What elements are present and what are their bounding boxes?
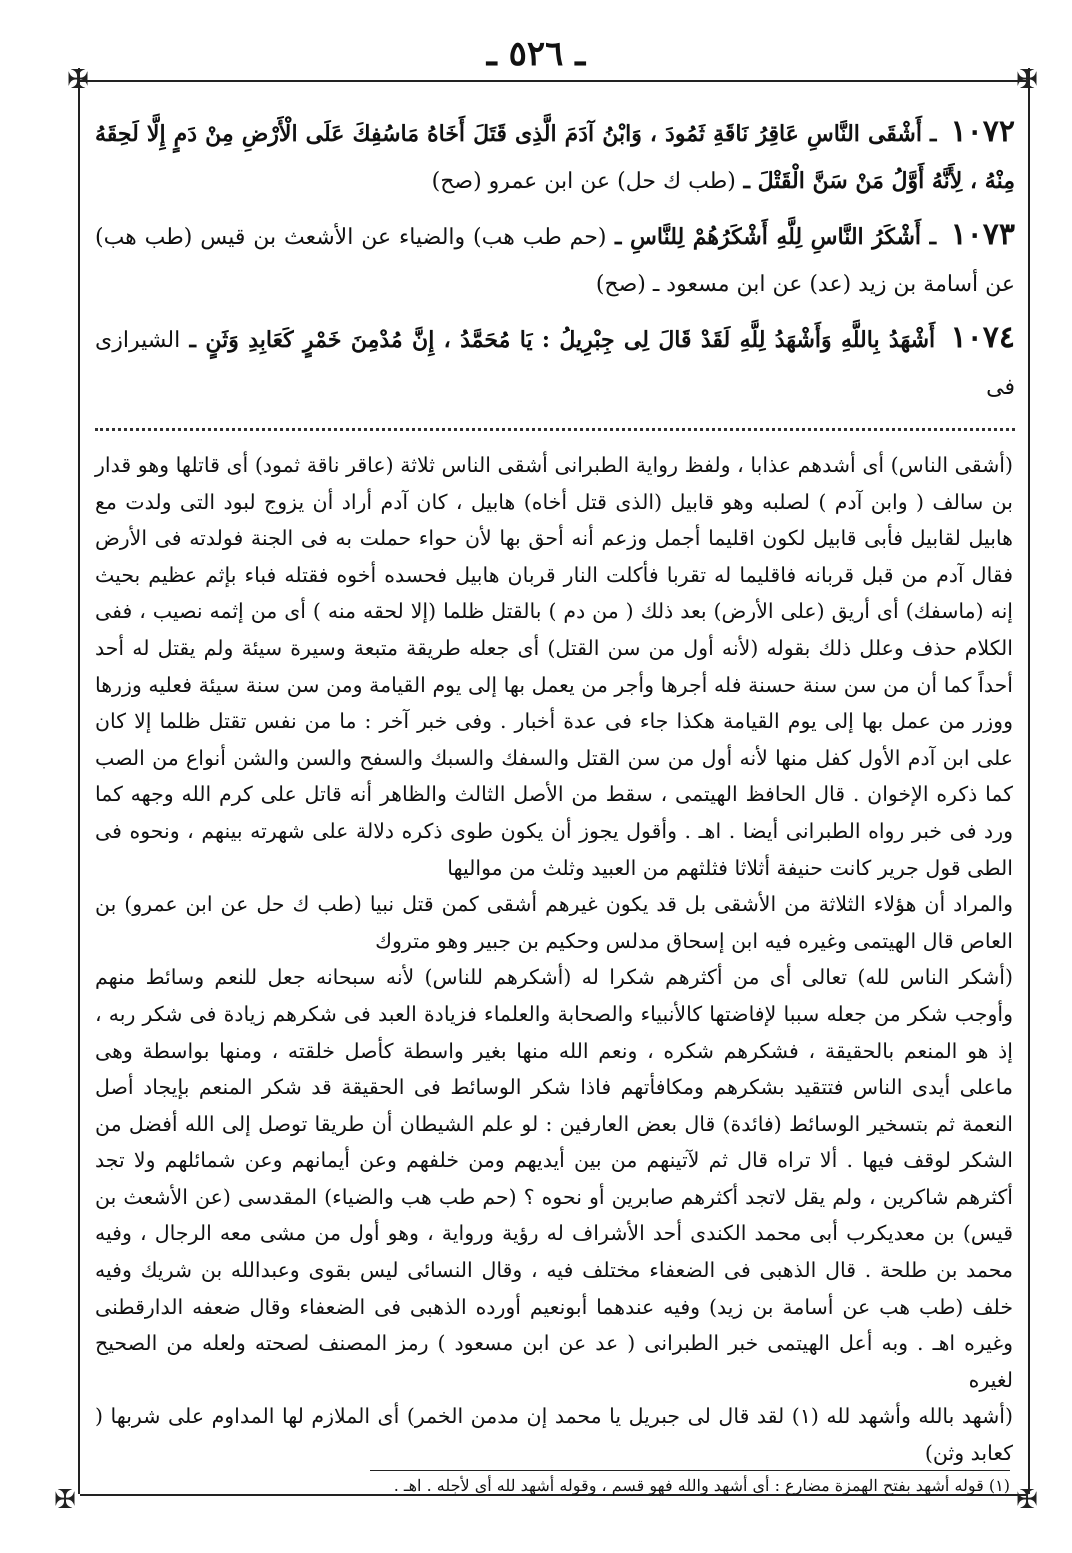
top-rule [80, 80, 1026, 82]
hadith-source: الشيرازى فى [95, 328, 1015, 400]
commentary-paragraph: (أشهد بالله وأشهد لله (١) لقد قال لى جبريل يا محمد إن مدمن الخمر) أى الملازم لها المداوم على شربها ( كعابد وثن) [95, 1404, 1013, 1466]
page-number: ـ ٥٢٦ ـ [486, 34, 586, 74]
hadith-text: أَشْهَدُ بِاللَّهِ وَأَشْهَدُ لِلَّهِ لَقَدْ قَالَ لِى جِبْرِيلُ : يَا مُحَمَّدُ ، إِنَّ مُدْمِنَ خَمْرٍ كَعَابِدِ وَثَنٍ ـ [189, 327, 936, 353]
hadith-text: ـ أَشْكَرُ النَّاسِ لِلَّهِ أَشْكَرُهُمْ لِلنَّاسِ ـ [615, 224, 937, 250]
footnote: (١) قوله أشهد بفتح الهمزة مضارع : أى أشهد والله فهو قسم ، وقوله أشهد لله أى لأجله . اهـ . [393, 1476, 1010, 1495]
ornament-bottom-right: ✠ [1016, 1485, 1038, 1515]
commentary-paragraph: (أشكر الناس لله) تعالى أى من أكثرهم شكرا له (أشكرهم للناس) لأنه سبحانه جعل للنعم وسائط منهم وأوجب شكر من جعله سببا لإفاضتها كالأنبياء والصحابة والعلماء فزيادة العبد فى شكرهم زيادة فى شكر ربه ، إذ هو المنعم بالحقيقة ، فشكرهم شكره ، ونعم الله منها بغير واسطة كأصل خلقته ، ومنها بواسطة وهى ماعلى أيدى الناس فتتقيد بشكرهم ومكافأتهم فاذا شكر الوسائط فى الحقيقة قد شكر المنعم بإيجاد أصل النعمة ثم بتسخير الوسائط (فائدة) قال بعض العارفين : لو علم الشيطان أن طريقا توصل إلى الله أفضل من الشكر لوقف فيها . ألا تراه قال ثم لآتينهم من بين أيديهم ومن خلفهم وعن أيمانهم وعن شمائلهم ولا تجد أكثرهم شاكرين ، ولم يقل لاتجد أكثرهم صابرين أو نحوه ؟ (حم طب هب والضياء) المقدسى (عن الأشعث بن قيس) بن معديكرب أبى محمد الكندى أحد الأشراف له رؤية ورواية ، وهو أول من مشى معه الرجال ، وفيه محمد بن طلحة . قال الذهبى فى الضعفاء مختلف فيه ، وقال النسائى ليس بقوى وعبدالله بن شريك وفيه خلف (طب هب عن أسامة بن زيد) وفيه عندهما أبونعيم أورده الذهبى فى الضعفاء وقال ضعفه الدارقطنى وغيره اهـ . وبه أعل الهيتمى خبر الطبرانى ( عد عن ابن مسعود ) رمز المصنف لصحته ولعله من الصحيح لغيره [95, 965, 1013, 1392]
hadith-1072 [95, 108, 1015, 205]
hadith-1073 [95, 211, 1015, 308]
dotted-separator [95, 428, 1015, 431]
ornament-top-left: ✠ [67, 65, 89, 95]
ornament-bottom-left: ✠ [54, 1485, 76, 1515]
hadith-source: (حم طب هب) والضياء عن الأشعث بن قيس (طب هب) عن أسامة بن زيد (عد) عن ابن مسعود ـ (صح) [95, 225, 1015, 297]
hadith-section [95, 108, 1015, 411]
footnote-rule [370, 1470, 1010, 1471]
hadith-source: (طب ك حل) عن ابن عمرو (صح) [431, 169, 736, 194]
commentary-paragraph: (أشقى الناس) أى أشدهم عذابا ، ولفظ رواية الطبرانى أشقى الناس ثلاثة (عاقر ناقة ثمود) أى قاتلها وهو قدار بن سالف ( وابن آدم ) لصلبه وهو قابيل (الذى قتل أخاه) هابيل ، كان آدم أراد أن يزوج لبود التى ولدت مع هابيل لقابيل فأبى قابيل لكون اقليما أجمل وزعم أنه أحق بها لأن حواء حملت به فى الجنة فولدته فى الأرض فقال آدم من قبل قربانه فاقليما له تقربا فأكلت النار قربان هابيل فحسده أخوه فقتله فباء بإثم عظيم بحيث إنه (ماسفك) أى أريق (على الأرض) بعد ذلك ( من دم ) بالقتل ظلما (إلا لحقه منه ) أى من إثمه نصيب ، ففى الكلام حذف وعلل ذلك بقوله (لأنه أول من سن القتل) أى جعله طريقة متبعة وسيرة سيئة ولم يقتل له أحد أحداً كما أن من سن سنة حسنة فله أجرها وأجر من يعمل بها إلى يوم القيامة ومن سن سنة سيئة فعليه وزرها ووزر من عمل بها إلى يوم القيامة هكذا جاء فى عدة أخبار . وفى خبر آخر : ما من نفس تقتل ظلما إلا كان على ابن آدم الأول كفل منها لأنه أول من سن القتل والسفك والسبك والسفح والسن والشن أنواع من الصب كما ذكره الإخوان . قال الحافظ الهيتمى ، سقط من الأصل الثالث والظاهر أنه قاتل على كرم الله وجهه كما ورد فى خبر رواه الطبرانى أيضا . اهـ . وأقول يجوز أن يكون طوى ذكره دلالة على شهرته بينهم ، ونحوه فى الطى قول جرير كانت حنيفة أثلاثا فثلثهم من العبيد وثلث من مواليها [95, 453, 1013, 880]
ornament-top-right: ✠ [1016, 65, 1038, 95]
hadith-1074 [95, 314, 1015, 411]
commentary-section [95, 447, 1013, 1472]
commentary-paragraph: والمراد أن هؤلاء الثلاثة من الأشقى بل قد يكون غيرهم أشقى كمن قتل نبيا (طب ك حل عن ابن عمرو) بن العاص قال الهيتمى وغيره فيه ابن إسحاق مدلس وحكيم بن جبير وهو متروك [95, 892, 1013, 953]
hadith-number: ١٠٧٢ [950, 114, 1015, 149]
hadith-number: ١٠٧٤ [950, 320, 1015, 355]
hadith-number: ١٠٧٣ [950, 217, 1016, 252]
hadith-text: ـ أَشْقَى النَّاسِ عَاقِرُ نَاقَةِ ثَمُودَ ، وَابْنُ آدَمَ الَّذِى قَتَلَ أَخَاهُ مَاسُفِكَ عَلَى الْأَرْضِ مِنْ دَمٍ إِلَّا لَحِقَهُ مِنْهُ ، لِأَنَّهُ أَوَّلُ مَنْ سَنَّ الْقَتْلَ ـ [95, 121, 1015, 194]
